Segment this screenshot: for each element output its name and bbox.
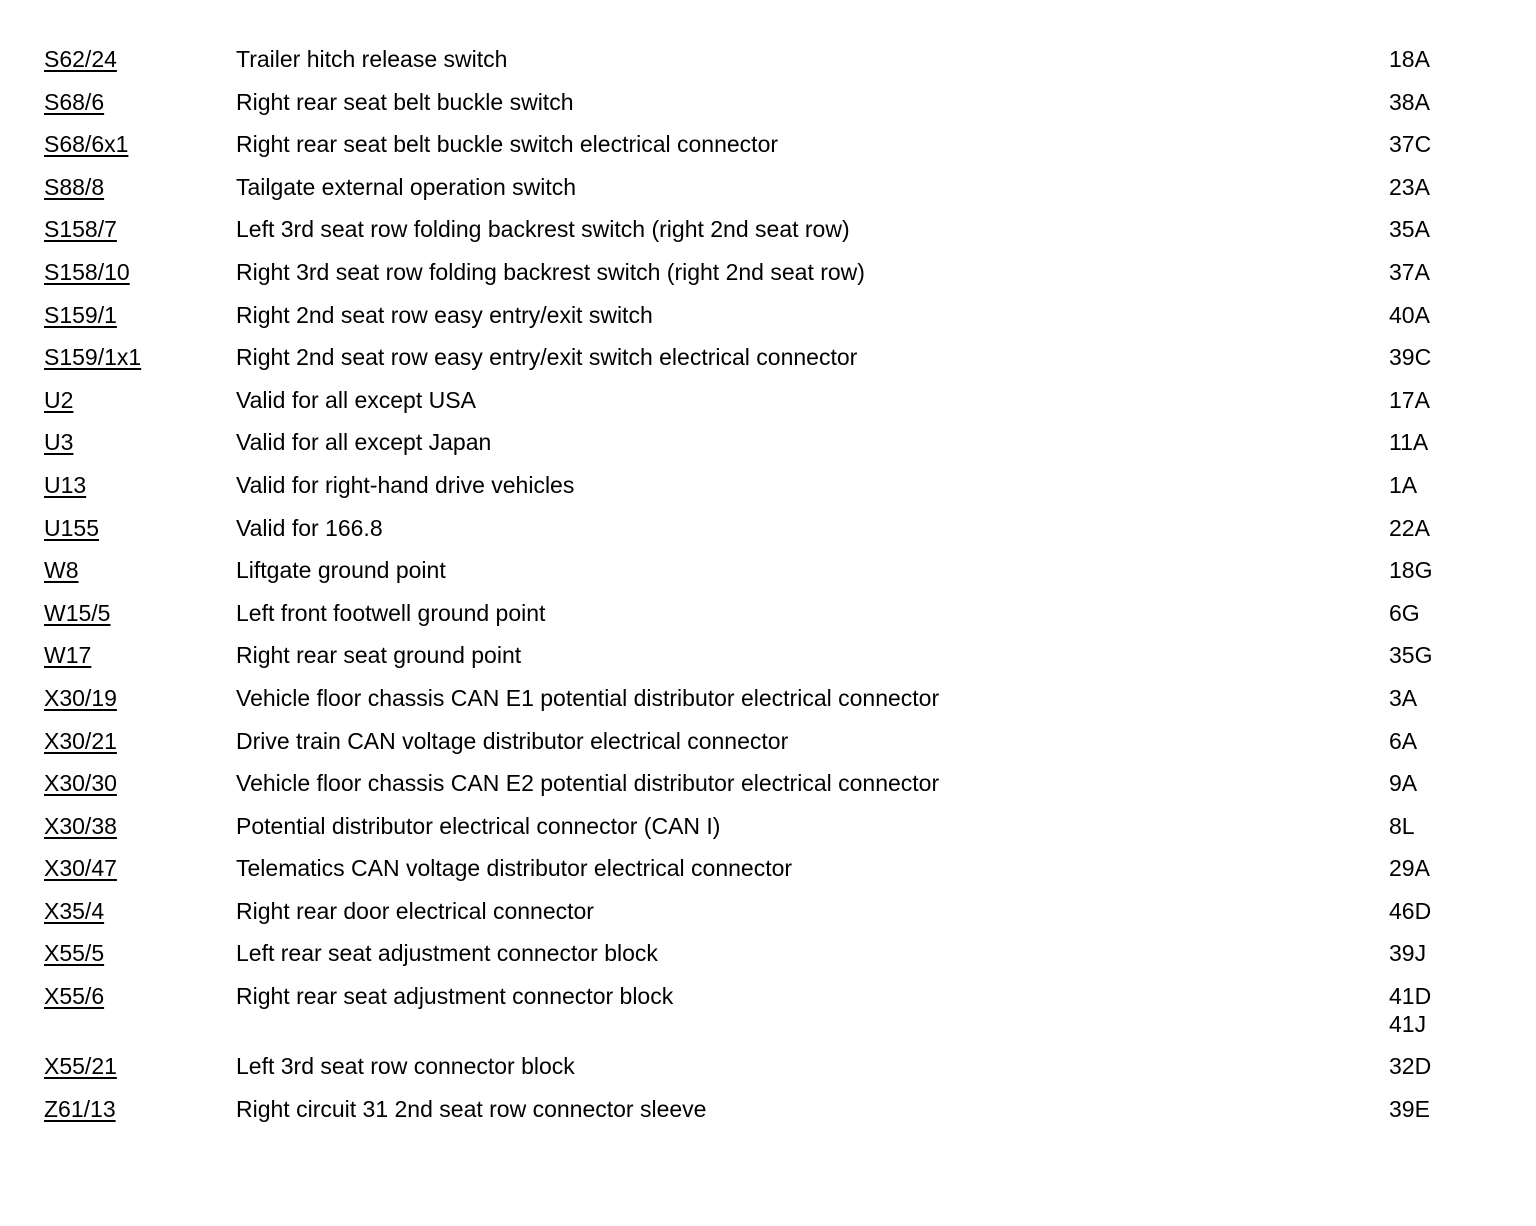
grid-reference: 40A [1389,301,1430,328]
legend-row [0,382,1536,425]
grid-reference: 6A [1389,727,1418,754]
component-code-link[interactable]: S159/1 [44,301,117,328]
grid-reference: 23A [1389,173,1430,200]
grid-reference: 3A [1389,684,1418,711]
grid-reference-cell [1389,727,1417,755]
grid-reference-cell [1389,343,1431,371]
component-code-link[interactable]: S68/6x1 [44,131,129,158]
grid-reference: 35A [1389,216,1430,243]
component-description: Right 2nd seat row easy entry/exit switch [236,301,653,328]
legend-row [0,1091,1536,1134]
component-description: Right rear seat adjustment connector block [236,983,674,1010]
component-code-link[interactable]: U13 [44,471,87,498]
grid-reference-cell [1389,769,1417,797]
grid-reference: 32D [1389,1053,1432,1080]
component-description: Right 3rd seat row folding backrest switch (right 2nd seat row) [236,258,865,285]
component-description: Vehicle floor chassis CAN E2 potential distributor electrical connector [236,770,940,797]
legend-row [0,510,1536,553]
legend-row [0,84,1536,127]
component-description: Liftgate ground point [236,557,446,584]
legend-row [0,467,1536,510]
component-code-link[interactable]: S88/8 [44,173,105,200]
legend-row [0,935,1536,978]
component-description: Telematics CAN voltage distributor electrical connector [236,855,793,882]
legend-row [0,254,1536,297]
grid-reference-cell [1389,301,1430,329]
component-description: Valid for all except Japan [236,429,492,456]
legend-row [0,424,1536,467]
component-description: Vehicle floor chassis CAN E1 potential distributor electrical connector [236,684,940,711]
grid-reference: 38A [1389,88,1430,115]
grid-reference: 9A [1389,770,1418,797]
legend-row [0,978,1536,1048]
grid-reference: 18G [1389,557,1433,584]
legend-row [0,297,1536,340]
grid-reference: 22A [1389,514,1430,541]
grid-reference-cell [1389,386,1430,414]
grid-reference: 46D [1389,897,1432,924]
grid-reference: 29A [1389,855,1430,882]
grid-reference: 8L [1389,812,1415,839]
component-code-link[interactable]: X55/21 [44,1053,117,1080]
component-description: Valid for 166.8 [236,514,383,541]
component-legend-list [0,41,1536,1133]
grid-reference: 1A [1389,471,1418,498]
legend-row [0,126,1536,169]
grid-reference: 39C [1389,344,1432,371]
grid-reference-cell [1389,684,1417,712]
component-code-link[interactable]: X30/47 [44,855,117,882]
grid-reference-cell [1389,641,1432,669]
grid-reference-cell [1389,130,1431,158]
grid-reference: 18A [1389,46,1430,72]
grid-reference-cell [1389,812,1415,840]
grid-reference: 37A [1389,258,1430,285]
component-description: Drive train CAN voltage distributor electrical connector [236,727,789,754]
component-code-link[interactable]: X30/21 [44,727,117,754]
legend-row [0,765,1536,808]
component-code-link[interactable]: X35/4 [44,897,105,924]
component-description: Right rear seat belt buckle switch electrical connector [236,131,779,158]
component-description: Right 2nd seat row easy entry/exit switch electrical connector [236,344,858,371]
component-code-link[interactable]: X30/19 [44,684,117,711]
grid-reference-cell [1389,471,1417,499]
grid-reference: 17A [1389,386,1430,413]
component-description: Left rear seat adjustment connector block [236,940,658,967]
legend-row [0,211,1536,254]
grid-reference-cell [1389,982,1431,1038]
component-description: Right circuit 31 2nd seat row connector sleeve [236,1095,707,1122]
grid-reference-cell [1389,514,1430,542]
component-description: Left front footwell ground point [236,599,546,626]
component-code-link[interactable]: S68/6 [44,88,105,115]
grid-reference: 41J [1389,1011,1427,1038]
component-description: Right rear seat ground point [236,642,522,669]
grid-reference-cell [1389,258,1430,286]
legend-row [0,680,1536,723]
grid-reference-cell [1389,88,1430,116]
legend-row [0,893,1536,936]
component-description: Left 3rd seat row folding backrest switch (right 2nd seat row) [236,216,850,243]
component-code-link[interactable]: U3 [44,429,74,456]
grid-reference-cell [1389,556,1432,584]
grid-reference-cell [1389,939,1426,967]
component-description: Valid for all except USA [236,386,476,413]
component-code-link[interactable]: S62/24 [44,46,117,72]
component-description: Potential distributor electrical connector (CAN I) [236,812,721,839]
grid-reference-cell [1389,428,1428,456]
grid-reference: 37C [1389,131,1432,158]
component-code-link[interactable]: U2 [44,386,74,413]
grid-reference-cell [1389,173,1430,201]
grid-reference: 39J [1389,940,1427,967]
component-code-link[interactable]: W8 [44,557,79,584]
grid-reference: 41D [1389,983,1432,1010]
grid-reference-cell [1389,599,1420,627]
component-code-link[interactable]: S158/10 [44,258,130,285]
legend-row [0,552,1536,595]
grid-reference-cell [1389,215,1430,243]
grid-reference-cell [1389,45,1430,73]
grid-reference-cell [1389,854,1430,882]
legend-row [0,808,1536,851]
grid-reference: 6G [1389,599,1420,626]
grid-reference: 11A [1389,429,1429,456]
component-code-link[interactable]: W15/5 [44,599,111,626]
legend-row [0,850,1536,893]
component-description: Right rear seat belt buckle switch [236,88,574,115]
grid-reference-cell [1389,897,1431,925]
grid-reference-cell [1389,1095,1430,1123]
component-code-link[interactable]: S158/7 [44,216,117,243]
component-description: Left 3rd seat row connector block [236,1053,575,1080]
component-code-link[interactable]: Z61/13 [44,1095,116,1122]
component-description: Right rear door electrical connector [236,897,594,924]
grid-reference: 35G [1389,642,1433,669]
legend-row [0,41,1536,84]
legend-row [0,637,1536,680]
legend-row [0,339,1536,382]
component-code-link[interactable]: S159/1x1 [44,344,142,371]
legend-row [0,723,1536,766]
grid-reference-cell [1389,1052,1431,1080]
component-code-link[interactable]: X30/38 [44,812,117,839]
component-code-link[interactable]: X55/6 [44,983,105,1010]
legend-row [0,595,1536,638]
component-code-link[interactable]: U155 [44,514,99,541]
component-description: Trailer hitch release switch [236,46,508,72]
component-code-link[interactable]: X30/30 [44,770,117,797]
component-description: Valid for right-hand drive vehicles [236,471,575,498]
component-code-link[interactable]: X55/5 [44,940,105,967]
component-description: Tailgate external operation switch [236,173,577,200]
grid-reference: 39E [1389,1095,1430,1122]
legend-row [0,1048,1536,1091]
legend-row [0,169,1536,212]
component-code-link[interactable]: W17 [44,642,92,669]
